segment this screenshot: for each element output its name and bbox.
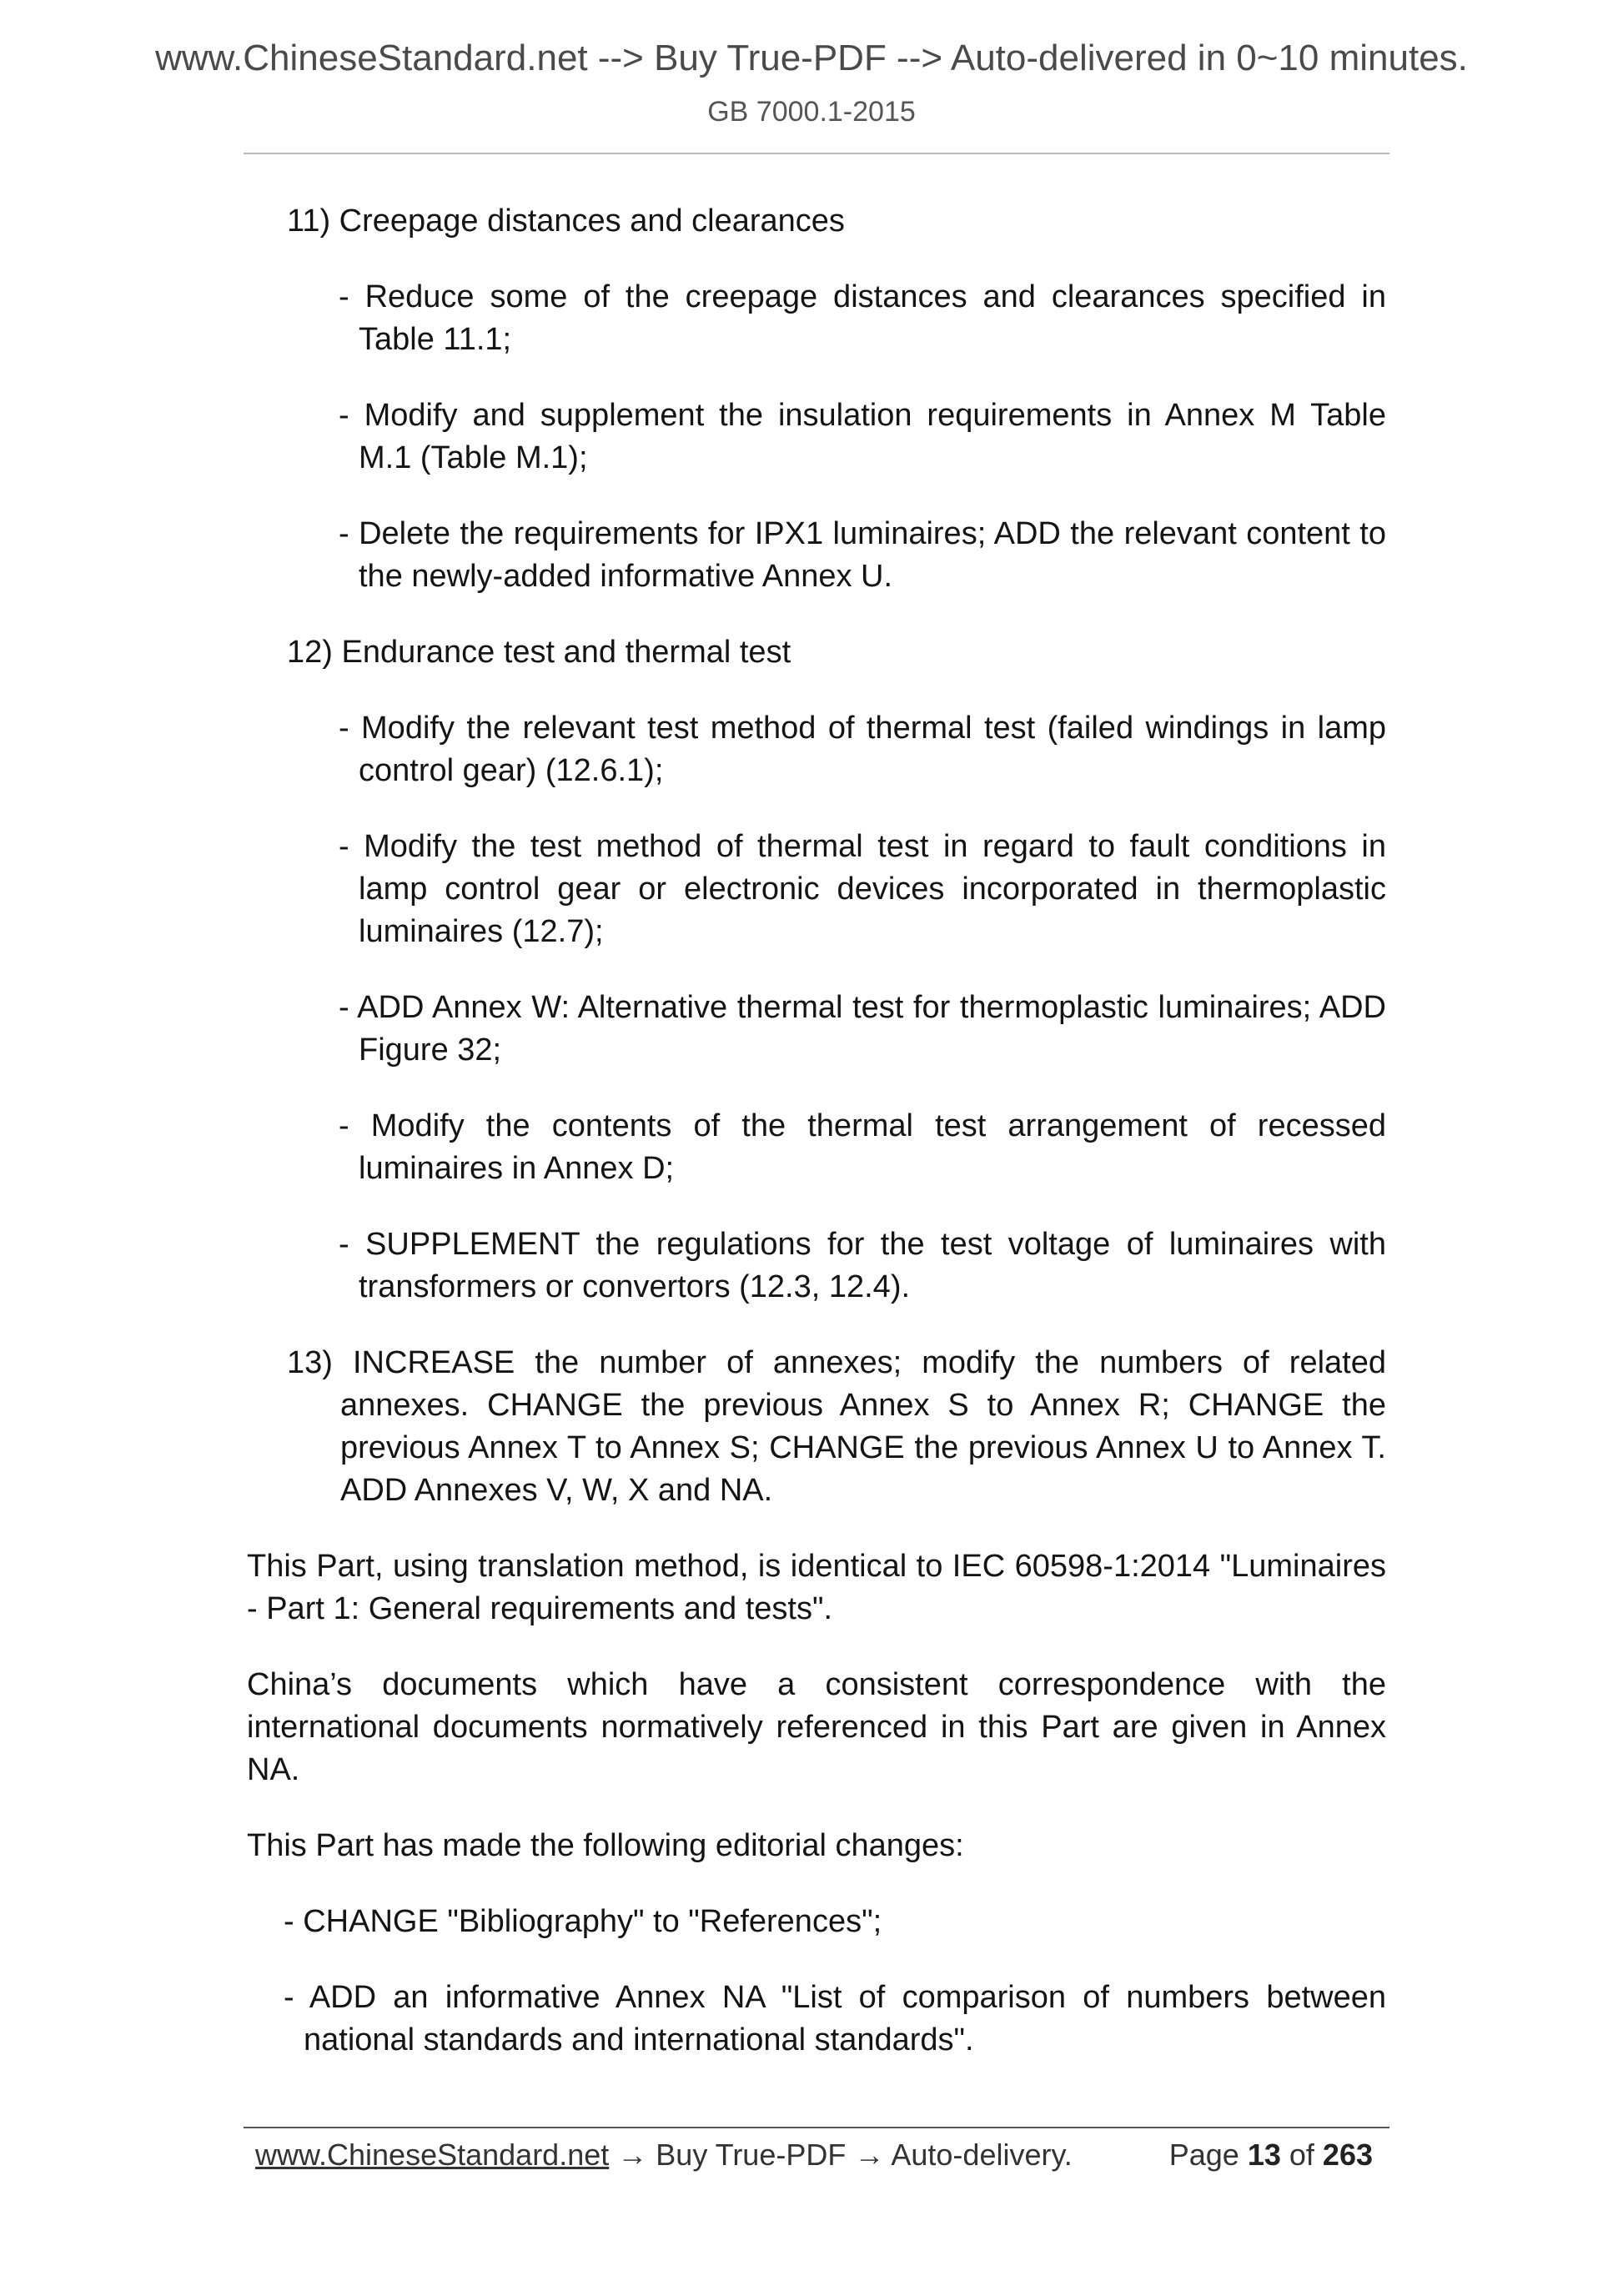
list-item: - SUPPLEMENT the regulations for the test voltage of luminaires with transformers or convertors (12.3, 12.4). [339, 1227, 1386, 1304]
list-item: - Modify the test method of thermal test in regard to fault conditions in lamp control gear or electronic devices incorporated in thermoplastic luminaires (12.7); [339, 829, 1386, 949]
footer-delivery-text: Auto-delivery. [891, 2138, 1073, 2172]
arrow-right-icon: → [617, 2138, 648, 2172]
document-body [247, 200, 1386, 2062]
paragraph: This Part, using translation method, is identical to IEC 60598-1:2014 "Luminaires - Part 1: General requirements and tests". [247, 1549, 1386, 1626]
list-item: - ADD an informative Annex NA "List of comparison of numbers between national standards and international standards". [284, 1980, 1386, 2057]
list-item: - CHANGE "Bibliography" to "References"; [284, 1904, 882, 1939]
footer-site-link[interactable]: www.ChineseStandard.net [255, 2138, 610, 2172]
list-item: - Modify the relevant test method of thermal test (failed windings in lamp control gear) (12.6.1); [339, 711, 1386, 788]
section-heading-12: 12) Endurance test and thermal test [287, 635, 791, 670]
page-number: 13 [1247, 2138, 1281, 2172]
footer-links [255, 2135, 1073, 2175]
paragraph: This Part has made the following editorial changes: [247, 1828, 964, 1863]
list-item: - Modify and supplement the insulation requirements in Annex M Table M.1 (Table M.1); [339, 398, 1386, 475]
page-label: Page [1168, 2138, 1239, 2172]
header-divider [244, 153, 1389, 154]
list-item: - ADD Annex W: Alternative thermal test for thermoplastic luminaires; ADD Figure 32; [339, 990, 1386, 1068]
list-item: - Reduce some of the creepage distances and clearances specified in Table 11.1; [339, 279, 1386, 357]
site-banner[interactable]: www.ChineseStandard.net --> Buy True-PDF --> Auto-delivered in 0~10 minutes. [155, 38, 1468, 78]
footer-divider [244, 2127, 1389, 2128]
of-label: of [1289, 2138, 1314, 2172]
section-heading-11: 11) Creepage distances and clearances [287, 203, 845, 239]
footer-buy-text: Buy True-PDF [656, 2138, 847, 2172]
list-item: - Delete the requirements for IPX1 luminaires; ADD the relevant content to the newly-added informative Annex U. [339, 516, 1386, 594]
arrow-right-icon: → [854, 2138, 885, 2172]
list-item: - Modify the contents of the thermal test arrangement of recessed luminaires in Annex D; [339, 1108, 1386, 1186]
section-item-13: 13) INCREASE the number of annexes; modify the numbers of related annexes. CHANGE the previous Annex S to Annex R; CHANGE the previous Annex T to Annex S; CHANGE the previous Annex U to Annex T. ADD Annexes V, W, X and NA. [287, 1345, 1386, 1508]
total-pages: 263 [1322, 2138, 1373, 2172]
document-id: GB 7000.1-2015 [707, 96, 916, 128]
paragraph: China’s documents which have a consistent correspondence with the international documents normatively referenced in this Part are given in Annex NA. [247, 1667, 1386, 1787]
page-indicator [1169, 2135, 1373, 2175]
